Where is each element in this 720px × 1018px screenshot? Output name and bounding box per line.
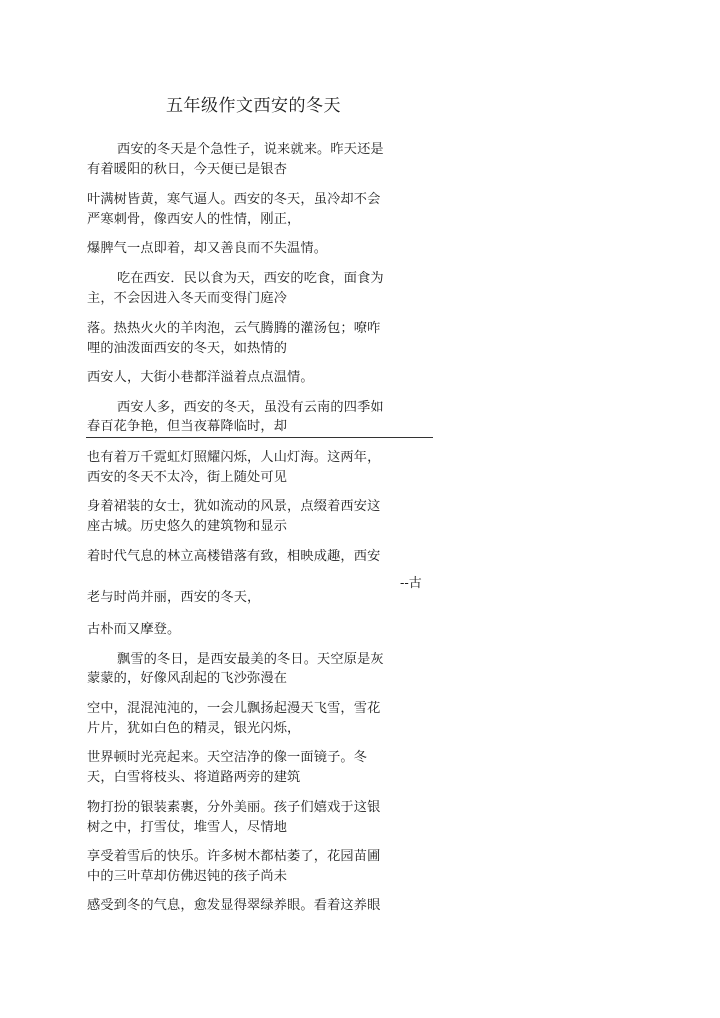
text-line: 座古城。历史悠久的建筑物和显示 <box>87 519 288 534</box>
text-line: 中的三叶草却仿佛迟钝的孩子尚未 <box>87 869 288 884</box>
text-line: 蒙蒙的，好像风刮起的飞沙弥漫在 <box>87 671 288 686</box>
text-line: 着时代气息的林立高楼错落有致，相映成趣，西安 <box>87 549 381 564</box>
text-line: 树之中，打雪仗，堆雪人，尽情地 <box>87 820 288 835</box>
text-line: 西安人，大街小巷都洋溢着点点温情。 <box>87 370 314 385</box>
text-line: 空中，混混沌沌的，一会儿飘扬起漫天飞雪，雪花 <box>87 701 381 716</box>
text-line: 也有着万千霓虹灯照耀闪烁，人山灯海。这两年， <box>87 450 381 465</box>
text-line: 飘雪的冬日，是西安最美的冬日。天空原是灰 <box>117 652 384 667</box>
text-line: 西安的冬天不太冷，街上随处可见 <box>87 470 288 485</box>
text-line: 片片，犹如白色的精灵，银光闪烁， <box>87 721 301 736</box>
text-line: 西安人多，西安的冬天，虽没有云南的四季如 <box>117 400 384 415</box>
text-line: 吃在西安．民以食为天，西安的吃食，面食为 <box>117 271 384 286</box>
text-line: 世界顿时光亮起来。天空洁净的像一面镜子。冬 <box>87 750 368 765</box>
text-line: 春百花争艳，但当夜幕降临时，却 <box>87 419 288 434</box>
text-line: 享受着雪后的快乐。许多树木都枯萎了，花园苗圃 <box>87 849 381 864</box>
text-line: 爆脾气一点即着，却又善良而不失温情。 <box>87 241 328 256</box>
text-line: 古朴而又摩登。 <box>87 622 181 637</box>
margin-note: --古 <box>400 576 422 591</box>
text-line: 严寒刺骨，像西安人的性情，刚正， <box>87 212 301 227</box>
text-line: 落。热热火火的羊肉泡，云气腾腾的灌汤包；嘹咋 <box>87 321 381 336</box>
text-line: 老与时尚并丽，西安的冬天， <box>87 590 261 605</box>
text-line: 有着暖阳的秋日，今天便已是银杏 <box>87 162 288 177</box>
text-line: 哩的油泼面西安的冬天，如热情的 <box>87 341 288 356</box>
text-line: 西安的冬天是个急性子，说来就来。昨天还是 <box>117 142 384 157</box>
horizontal-rule <box>86 437 433 438</box>
text-line: 物打扮的银装素裹，分外美丽。孩子们嬉戏于这银 <box>87 800 381 815</box>
text-line: 主，不会因进入冬天而变得门庭冷 <box>87 291 288 306</box>
text-line: 感受到冬的气息，愈发显得翠绿养眼。看着这养眼 <box>87 898 381 913</box>
text-line: 天，白雪将枝头、将道路两旁的建筑 <box>87 770 301 785</box>
document-title: 五年级作文西安的冬天 <box>166 96 341 116</box>
text-line: 叶满树皆黄，寒气逼人。西安的冬天，虽冷却不会 <box>87 192 381 207</box>
text-line: 身着裙装的女士，犹如流动的风景，点缀着西安这 <box>87 499 381 514</box>
